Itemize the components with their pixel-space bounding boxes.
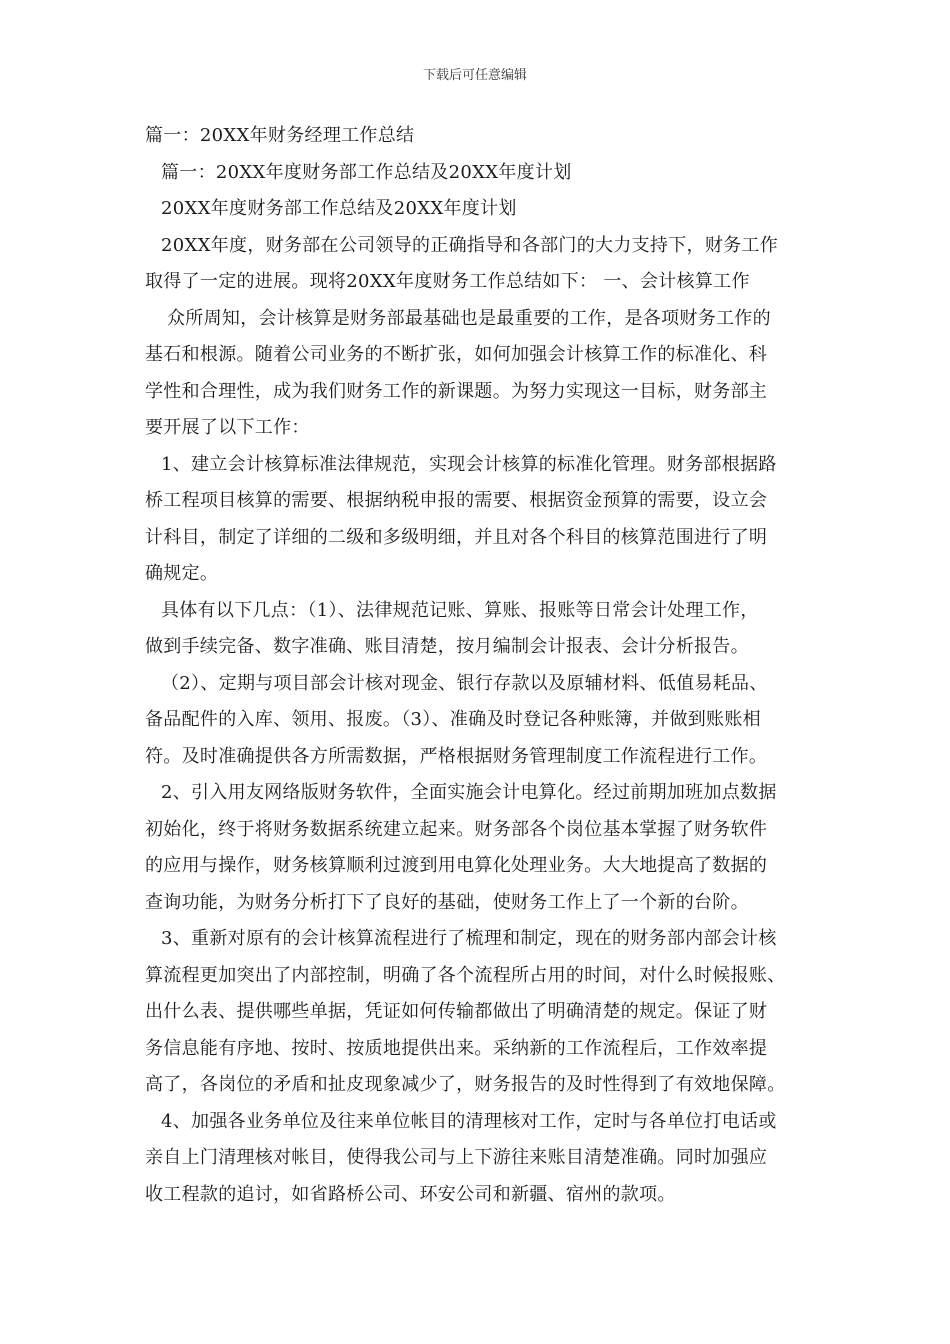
text-line: 务信息能有序地、按时、按质地提供出来。采纳新的工作流程后，工作效率提 [145, 1037, 768, 1059]
text-line: 高了，各岗位的矛盾和扯皮现象减少了，财务报告的及时性得到了有效地保障。 [145, 1074, 786, 1095]
text-line: 学性和合理性，成为我们财务工作的新课题。为努力实现这一目标，财务部主 [145, 380, 768, 402]
text-line: 3、重新对原有的会计核算流程进行了梳理和制定，现在的财务部内部会计核 [161, 928, 777, 949]
text-line: 符。及时准确提供各方所需数据，严格根据财务管理制度工作流程进行工作。 [145, 745, 768, 767]
text-line: 篇一：20XX年度财务部工作总结及20XX年度计划 [161, 161, 572, 183]
text-line: （2）、定期与项目部会计核对现金、银行存款以及原辅材料、低值易耗品、 [161, 672, 768, 694]
text-line: 备品配件的入库、领用、报废。（3）、准确及时登记各种账簿，并做到账账相 [145, 709, 761, 730]
text-line: 基石和根源。随着公司业务的不断扩张，如何加强会计核算工作的标准化、科 [145, 344, 768, 365]
text-line: 篇一：20XX年财务经理工作总结 [145, 125, 415, 146]
text-line: 桥工程项目核算的需要、根据纳税申报的需要、根据资金预算的需要，设立会 [145, 490, 768, 511]
text-line: 要开展了以下工作： [145, 417, 310, 438]
text-line: 取得了一定的进展。现将20XX年度财务工作总结如下： 一、会计核算工作 [145, 271, 750, 292]
text-line: 收工程款的追讨，如省路桥公司、环安公司和新疆、宿州的款项。 [145, 1183, 676, 1205]
text-line: 具体有以下几点：（1）、法律规范记账、算账、报账等日常会计处理工作， [161, 599, 759, 621]
text-line: 的应用与操作，财务核算顺利过渡到用电算化处理业务。大大地提高了数据的 [145, 855, 768, 876]
document-body [145, 118, 807, 1213]
text-line: 计科目，制定了详细的二级和多级明细，并且对各个科目的核算范围进行了明 [145, 526, 768, 548]
text-line: 查询功能，为财务分析打下了良好的基础，使财务工作上了一个新的台阶。 [145, 891, 749, 913]
text-line: 亲自上门清理核对帐目，使得我公司与上下游往来账目清楚准确。同时加强应 [145, 1147, 768, 1168]
text-line: 20XX年度财务部工作总结及20XX年度计划 [161, 198, 517, 219]
text-line: 出什么表、提供哪些单据，凭证如何传输都做出了明确清楚的规定。保证了财 [145, 1001, 768, 1022]
text-line: 初始化，终于将财务数据系统建立起来。财务部各个岗位基本掌握了财务软件 [145, 818, 768, 840]
text-line: 20XX年度，财务部在公司领导的正确指导和各部门的大力支持下，财务工作 [161, 234, 779, 256]
text-line: 确规定。 [145, 563, 219, 584]
text-line: 2、引入用友网络版财务软件，全面实施会计电算化。经过前期加班加点数据 [161, 782, 777, 803]
text-line: 1、建立会计核算标准法律规范，实现会计核算的标准化管理。财务部根据路 [161, 453, 777, 475]
text-line: 做到手续完备、数字准确、账目清楚，按月编制会计报表、会计分析报告。 [145, 636, 749, 657]
text-line: 算流程更加突出了内部控制，明确了各个流程所占用的时间，对什么时候报账、 [145, 964, 786, 986]
text-line: 众所周知，会计核算是财务部最基础也是最重要的工作，是各项财务工作的 [167, 307, 771, 329]
header-note: 下载后可任意编辑 [422, 68, 527, 83]
text-line: 4、加强各业务单位及往来单位帐目的清理核对工作，定时与各单位打电话或 [161, 1110, 777, 1132]
